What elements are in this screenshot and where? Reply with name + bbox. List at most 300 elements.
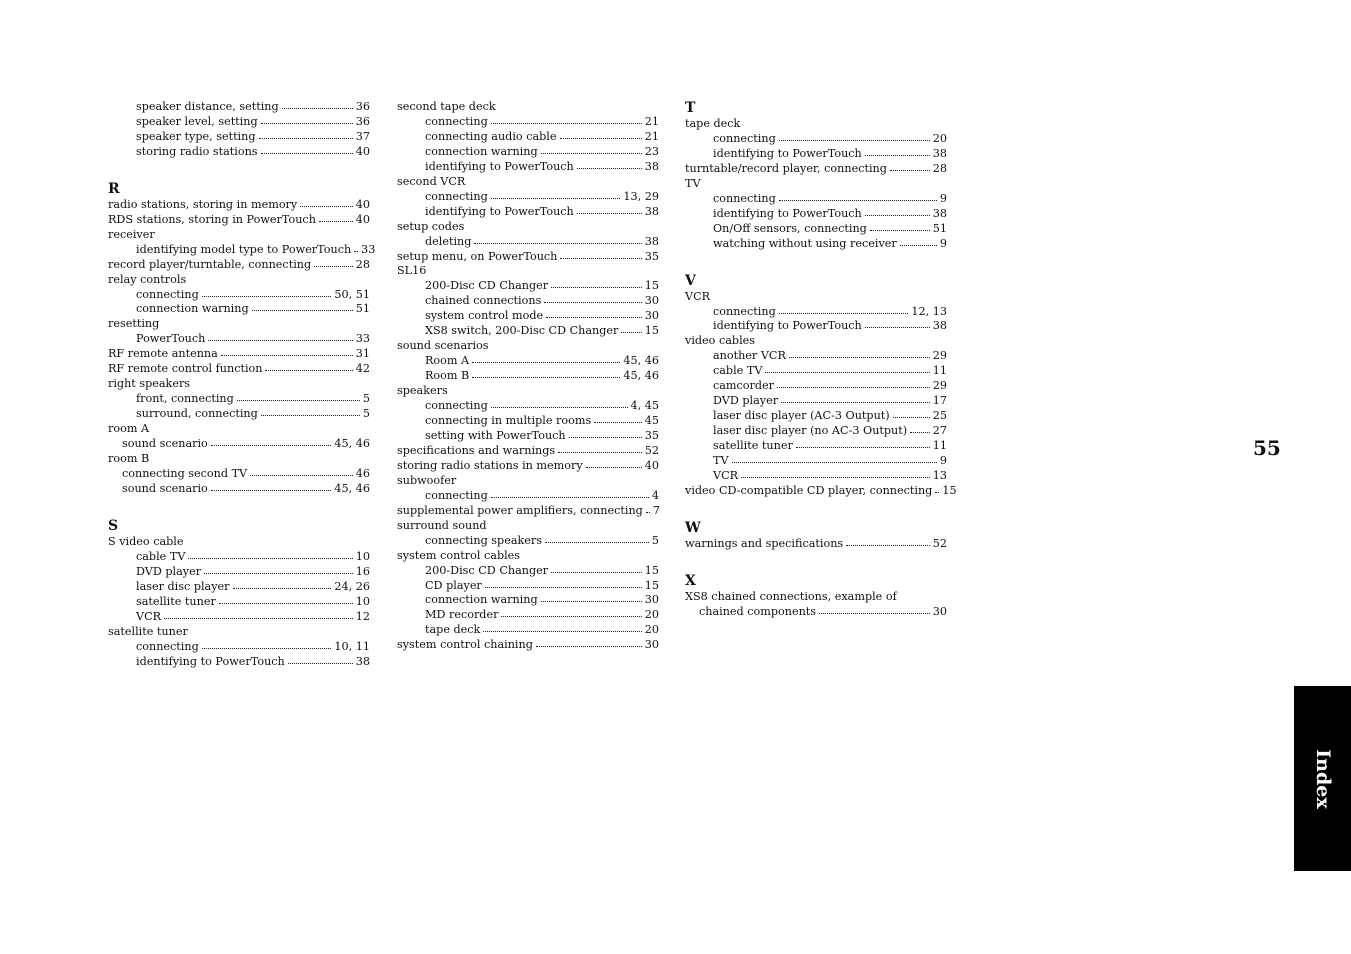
index-entry xyxy=(397,279,659,294)
dot-leader xyxy=(577,212,642,214)
index-entry xyxy=(397,593,659,608)
index-entry-page: 13 xyxy=(932,469,947,483)
dot-leader xyxy=(319,220,353,222)
index-entry xyxy=(397,459,659,474)
index-entry-page: 52 xyxy=(644,443,659,457)
index-entry xyxy=(108,535,370,550)
index-entry-term: connecting second TV xyxy=(122,466,248,480)
index-column-1 xyxy=(108,100,376,669)
index-entry xyxy=(108,565,370,580)
index-entry-page: 52 xyxy=(932,536,947,550)
dot-leader xyxy=(164,617,353,619)
index-entry-page: 35 xyxy=(644,428,659,442)
index-entry xyxy=(685,364,947,379)
index-entry-term: S video cable xyxy=(108,534,184,548)
dot-leader xyxy=(789,356,930,358)
dot-leader xyxy=(779,139,930,141)
index-entry xyxy=(397,190,659,205)
index-entry-page: 5 xyxy=(362,407,370,421)
dot-leader xyxy=(577,167,642,169)
index-entry-term: cable TV xyxy=(136,549,186,563)
index-entry xyxy=(397,369,659,384)
dot-leader xyxy=(646,511,650,513)
index-entry-term: tape deck xyxy=(425,623,481,637)
dot-leader xyxy=(300,205,353,207)
index-entry xyxy=(108,550,370,565)
index-entry-page: 50, 51 xyxy=(334,287,370,301)
dot-leader xyxy=(865,326,930,328)
page-number: 55 xyxy=(1253,436,1281,460)
index-entry-page: 45, 46 xyxy=(334,437,370,451)
index-entry-term: laser disc player xyxy=(136,579,230,593)
index-entry-term: VCR xyxy=(136,609,162,623)
index-entry-page: 5 xyxy=(651,533,659,547)
index-entry-page: 9 xyxy=(939,236,947,250)
index-entry xyxy=(685,237,947,252)
index-entry xyxy=(685,290,947,305)
dot-leader xyxy=(541,600,642,602)
index-entry-page: 28 xyxy=(932,161,947,175)
index-entry-page: 15 xyxy=(942,483,957,497)
index-entry-term: radio stations, storing in memory xyxy=(108,197,298,211)
dot-leader xyxy=(796,446,930,448)
index-entry-term: connecting xyxy=(425,488,488,502)
index-entry-page: 15 xyxy=(644,324,659,338)
index-entry-term: connecting xyxy=(713,191,776,205)
dot-leader xyxy=(354,250,358,252)
index-entry xyxy=(397,474,659,489)
dot-leader xyxy=(536,645,642,647)
dot-leader xyxy=(202,647,332,649)
index-entry-term: specifications and warnings xyxy=(397,443,556,457)
dot-leader xyxy=(765,371,929,373)
index-entry xyxy=(397,324,659,339)
index-entry-term: video CD-compatible CD player, connecting xyxy=(685,483,933,497)
index-entry xyxy=(685,409,947,424)
index-entry-page: 20 xyxy=(644,608,659,622)
index-entry-term: DVD player xyxy=(713,394,779,408)
index-entry-term: second VCR xyxy=(397,174,466,188)
index-entry-term: connection warning xyxy=(136,302,249,316)
index-entry xyxy=(397,384,659,399)
dot-leader xyxy=(483,630,641,632)
index-entry xyxy=(685,132,947,147)
index-entry-page: 38 xyxy=(644,159,659,173)
index-entry-page: 11 xyxy=(932,364,947,378)
dot-leader xyxy=(211,444,332,446)
index-entry-page: 30 xyxy=(644,294,659,308)
index-entry-term: connecting audio cable xyxy=(425,129,557,143)
index-entry-term: identifying model type to PowerTouch xyxy=(136,242,352,256)
index-entry xyxy=(397,220,659,235)
index-entry-term: setup menu, on PowerTouch xyxy=(397,249,558,263)
index-entry xyxy=(685,469,947,484)
index-entry-term: resetting xyxy=(108,317,160,331)
dot-leader xyxy=(491,197,621,199)
index-entry-term: setup codes xyxy=(397,219,465,233)
index-entry-term: room B xyxy=(108,452,150,466)
index-entry xyxy=(397,175,659,190)
index-entry-page: 40 xyxy=(355,212,370,226)
dot-leader xyxy=(560,257,641,259)
index-entry xyxy=(685,319,947,334)
index-entry xyxy=(397,250,659,265)
index-entry-term: XS8 switch, 200-Disc CD Changer xyxy=(425,324,619,338)
index-entry-term: Room A xyxy=(425,354,470,368)
index-entry-term: TV xyxy=(713,454,729,468)
index-entry-page: 5 xyxy=(362,392,370,406)
dot-leader xyxy=(314,265,353,267)
dot-leader xyxy=(569,436,642,438)
dot-leader xyxy=(472,361,620,363)
index-entry-term: identifying to PowerTouch xyxy=(425,204,574,218)
index-entry-page: 21 xyxy=(644,114,659,128)
index-entry xyxy=(397,115,659,130)
index-entry xyxy=(108,467,370,482)
index-entry-term: speaker type, setting xyxy=(136,129,256,143)
index-entry-page: 37 xyxy=(355,129,370,143)
index-entry-term: laser disc player (no AC-3 Output) xyxy=(713,424,908,438)
dot-leader xyxy=(777,386,930,388)
index-entry-page: 29 xyxy=(932,379,947,393)
dot-leader xyxy=(546,316,642,318)
index-entry-page: 25 xyxy=(932,409,947,423)
index-entry xyxy=(685,439,947,454)
index-entry-page: 29 xyxy=(932,349,947,363)
dot-leader xyxy=(935,491,939,493)
index-entry xyxy=(685,349,947,364)
index-entry-page: 36 xyxy=(355,114,370,128)
dot-leader xyxy=(865,154,930,156)
index-entry xyxy=(397,489,659,504)
index-entry-term: storing radio stations in memory xyxy=(397,458,583,472)
index-entry-term: On/Off sensors, connecting xyxy=(713,221,867,235)
index-entry xyxy=(685,162,947,177)
dot-leader xyxy=(594,421,642,423)
index-entry-page: 51 xyxy=(932,221,947,235)
dot-leader xyxy=(501,615,641,617)
index-entry-term: Room B xyxy=(425,369,470,383)
index-entry xyxy=(397,623,659,638)
index-column-2 xyxy=(397,100,659,653)
dot-leader xyxy=(558,451,642,453)
index-entry-term: satellite tuner xyxy=(108,624,188,638)
index-entry-term: tape deck xyxy=(685,117,741,130)
index-entry xyxy=(108,437,370,452)
index-entry-term: video cables xyxy=(685,334,756,348)
dot-leader xyxy=(741,476,930,478)
index-entry-page: 13, 29 xyxy=(623,189,659,203)
index-entry xyxy=(685,192,947,207)
index-entry-page: 20 xyxy=(644,623,659,637)
dot-leader xyxy=(586,466,642,468)
index-entry-term: sound scenario xyxy=(122,481,208,495)
index-entry-page: 4 xyxy=(651,488,659,502)
index-entry-term: cable TV xyxy=(713,364,763,378)
index-entry xyxy=(685,305,947,320)
index-letter-heading: V xyxy=(685,272,696,289)
dot-leader xyxy=(732,461,937,463)
dot-leader xyxy=(288,662,353,664)
dot-leader xyxy=(621,331,641,333)
index-entry-page: 35 xyxy=(644,249,659,263)
index-entry-term: connecting speakers xyxy=(425,533,542,547)
index-entry xyxy=(108,228,370,243)
index-entry xyxy=(108,422,370,437)
dot-leader xyxy=(545,541,649,543)
index-entry-term: RF remote control function xyxy=(108,362,263,376)
index-entry-term: satellite tuner xyxy=(136,594,216,608)
dot-leader xyxy=(219,602,353,604)
index-entry-term: record player/turntable, connecting xyxy=(108,257,312,271)
index-entry-term: deleting xyxy=(425,234,472,248)
dot-leader xyxy=(900,244,937,246)
index-entry-term: subwoofer xyxy=(397,473,457,487)
index-entry-page: 10 xyxy=(355,549,370,563)
index-entry-page: 10, 11 xyxy=(334,639,370,653)
index-entry xyxy=(397,294,659,309)
index-entry-term: RDS stations, storing in PowerTouch xyxy=(108,212,316,226)
dot-leader xyxy=(491,122,642,124)
index-entry xyxy=(108,258,370,273)
index-entry-page: 9 xyxy=(939,454,947,468)
dot-leader xyxy=(261,122,353,124)
index-entry-page: 7 xyxy=(652,503,660,517)
dot-leader xyxy=(893,416,930,418)
index-entry-page: 24, 26 xyxy=(334,579,370,593)
index-entry xyxy=(108,347,370,362)
index-entry xyxy=(108,625,370,640)
index-entry-term: identifying to PowerTouch xyxy=(713,146,862,160)
index-entry-page: 10 xyxy=(355,594,370,608)
index-entry-page: 12 xyxy=(355,609,370,623)
index-entry xyxy=(108,362,370,377)
index-entry xyxy=(685,424,947,439)
index-entry-page: 16 xyxy=(355,564,370,578)
index-entry-page: 28 xyxy=(355,257,370,271)
index-entry-page: 46 xyxy=(355,466,370,480)
index-entry-term: chained connections xyxy=(425,294,542,308)
index-entry xyxy=(108,332,370,347)
index-entry-term: room A xyxy=(108,422,150,436)
index-entry-term: another VCR xyxy=(713,349,786,363)
index-entry-term: system control chaining xyxy=(397,638,533,652)
dot-leader xyxy=(870,229,930,231)
index-entry-page: 40 xyxy=(355,197,370,211)
index-entry xyxy=(108,288,370,303)
index-entry-page: 15 xyxy=(644,279,659,293)
index-entry-page: 38 xyxy=(932,206,947,220)
index-entry-term: system control mode xyxy=(425,309,544,323)
index-letter-heading: S xyxy=(108,517,119,534)
index-entry xyxy=(685,334,947,349)
dot-leader xyxy=(188,557,352,559)
dot-leader xyxy=(865,214,930,216)
index-entry-term: watching without using receiver xyxy=(713,236,897,250)
index-entry-term: connection warning xyxy=(425,144,538,158)
index-entry xyxy=(108,595,370,610)
index-entry-term: turntable/record player, connecting xyxy=(685,161,887,175)
index-entry-term: relay controls xyxy=(108,272,187,286)
index-entry-page: 30 xyxy=(644,593,659,607)
index-entry-page: 20 xyxy=(932,131,947,145)
index-entry xyxy=(397,608,659,623)
index-entry-page: 45, 46 xyxy=(623,369,659,383)
index-entry xyxy=(685,590,947,605)
index-entry-term: chained components xyxy=(699,604,817,618)
index-entry-term: laser disc player (AC-3 Output) xyxy=(713,409,890,423)
index-entry xyxy=(397,549,659,564)
index-entry xyxy=(108,640,370,655)
index-entry-term: connecting xyxy=(713,304,776,318)
dot-leader xyxy=(233,587,332,589)
index-entry xyxy=(108,100,370,115)
dot-leader xyxy=(211,489,332,491)
index-entry xyxy=(397,399,659,414)
index-entry xyxy=(108,377,370,392)
index-entry xyxy=(397,564,659,579)
index-entry-term: connecting xyxy=(136,639,199,653)
index-entry xyxy=(397,205,659,220)
dot-leader xyxy=(259,137,353,139)
dot-leader xyxy=(551,286,642,288)
index-entry-term: system control cables xyxy=(397,548,521,562)
index-entry xyxy=(397,579,659,594)
index-entry xyxy=(397,354,659,369)
index-entry xyxy=(108,213,370,228)
index-entry-term: sound scenario xyxy=(122,437,208,451)
index-entry-term: CD player xyxy=(425,578,482,592)
dot-leader xyxy=(265,369,352,371)
index-entry-term: front, connecting xyxy=(136,392,234,406)
index-entry xyxy=(108,655,370,670)
index-entry-page: 51 xyxy=(355,302,370,316)
index-entry xyxy=(685,147,947,162)
dot-leader xyxy=(474,242,641,244)
index-entry xyxy=(108,610,370,625)
dot-leader xyxy=(491,496,649,498)
dot-leader xyxy=(252,309,353,311)
index-entry xyxy=(108,407,370,422)
index-entry-page: 30 xyxy=(932,604,947,618)
index-entry xyxy=(685,394,947,409)
index-entry-term: PowerTouch xyxy=(136,332,206,346)
index-entry xyxy=(108,580,370,595)
index-entry xyxy=(397,264,659,279)
index-entry xyxy=(108,317,370,332)
side-tab-label: Index xyxy=(1311,748,1334,809)
index-entry-term: receiver xyxy=(108,227,155,241)
index-entry-term: connecting xyxy=(425,189,488,203)
index-entry xyxy=(685,207,947,222)
index-entry-term: setting with PowerTouch xyxy=(425,428,566,442)
dot-leader xyxy=(261,152,353,154)
index-entry-term: 200-Disc CD Changer xyxy=(425,563,549,577)
index-entry-page: 30 xyxy=(644,638,659,652)
index-entry-term: storing radio stations xyxy=(136,144,258,158)
index-entry-term: warnings and specifications xyxy=(685,536,844,550)
index-entry-term: DVD player xyxy=(136,564,202,578)
index-entry xyxy=(685,454,947,469)
index-entry-term: surround, connecting xyxy=(136,407,258,421)
dot-leader xyxy=(779,199,937,201)
index-entry xyxy=(108,130,370,145)
dot-leader xyxy=(491,406,628,408)
dot-leader xyxy=(250,474,353,476)
index-entry-page: 15 xyxy=(644,563,659,577)
index-entry-page: 40 xyxy=(644,458,659,472)
index-entry xyxy=(397,519,659,534)
index-letter-heading: X xyxy=(685,572,696,589)
index-entry xyxy=(397,534,659,549)
dot-leader xyxy=(779,312,909,314)
index-entry-page: 45, 46 xyxy=(623,354,659,368)
dot-leader xyxy=(846,544,930,546)
index-entry-page: 36 xyxy=(355,100,370,113)
index-entry-term: TV xyxy=(685,176,701,190)
index-entry-term: speaker distance, setting xyxy=(136,100,279,113)
dot-leader xyxy=(472,376,620,378)
index-entry xyxy=(397,444,659,459)
index-entry-term: sound scenarios xyxy=(397,339,489,353)
index-entry-page: 45 xyxy=(644,414,659,428)
index-entry xyxy=(397,339,659,354)
dot-leader xyxy=(204,572,353,574)
index-entry xyxy=(108,392,370,407)
dot-leader xyxy=(202,295,332,297)
index-entry xyxy=(685,379,947,394)
index-entry xyxy=(397,638,659,653)
index-entry-term: connecting xyxy=(713,131,776,145)
index-entry xyxy=(108,198,370,213)
dot-leader xyxy=(221,354,353,356)
dot-leader xyxy=(237,399,360,401)
index-entry xyxy=(397,429,659,444)
dot-leader xyxy=(560,137,642,139)
index-entry xyxy=(685,605,947,620)
index-entry-page: 23 xyxy=(644,144,659,158)
dot-leader xyxy=(485,586,642,588)
index-entry-term: VCR xyxy=(713,469,739,483)
index-entry-term: speakers xyxy=(397,384,448,398)
dot-leader xyxy=(261,414,360,416)
index-entry-page: 38 xyxy=(644,234,659,248)
index-entry-page: 31 xyxy=(355,347,370,361)
index-entry xyxy=(108,242,376,258)
index-entry-page: 38 xyxy=(932,146,947,160)
index-entry xyxy=(397,414,659,429)
index-entry-page: 45, 46 xyxy=(334,481,370,495)
index-entry-page: 33 xyxy=(361,242,376,256)
index-entry xyxy=(108,115,370,130)
index-entry xyxy=(108,452,370,467)
index-entry-page: 11 xyxy=(932,439,947,453)
index-entry-term: identifying to PowerTouch xyxy=(425,159,574,173)
index-entry-page: 21 xyxy=(644,129,659,143)
index-entry xyxy=(685,222,947,237)
index-entry-term: VCR xyxy=(685,289,711,303)
index-entry-page: 4, 45 xyxy=(630,399,659,413)
index-entry xyxy=(685,537,947,552)
index-entry-term: connecting xyxy=(425,399,488,413)
index-entry-term: supplemental power amplifiers, connecting xyxy=(397,503,643,517)
index-entry-term: right speakers xyxy=(108,377,191,391)
index-entry-page: 17 xyxy=(932,394,947,408)
index-entry xyxy=(108,273,370,288)
index-entry xyxy=(685,117,947,132)
dot-leader xyxy=(282,107,353,109)
index-entry-term: satellite tuner xyxy=(713,439,793,453)
